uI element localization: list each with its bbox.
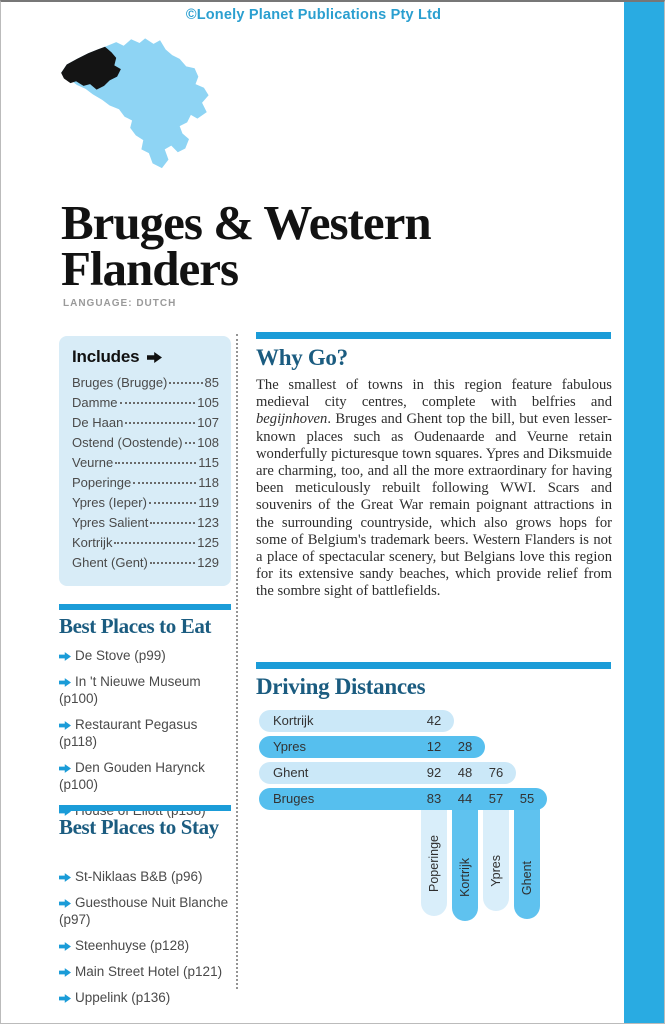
column-divider [236,334,238,989]
language-label: LANGUAGE: DUTCH [63,298,177,309]
place-name: Steenhuyse (p128) [75,938,190,953]
arrow-bullet-icon [59,674,71,689]
best-eat-heading: Best Places to Eat [59,614,212,638]
place-name: Ypres Salient [72,515,149,530]
includes-item [72,533,219,553]
distance-value: 44 [457,791,473,806]
dot-leader [115,462,196,464]
arrow-bullet-icon [59,964,71,979]
place-name: Den Gouden Harynck (p100) [59,760,205,792]
includes-item [72,373,219,393]
place-name: Ypres (Ieper) [72,495,147,510]
column-city-label: Ghent [520,860,534,895]
place-name: Ostend (Oostende) [72,435,183,450]
place-name: Damme [72,395,118,410]
page-number: 123 [197,515,219,530]
best-place-item [59,868,233,885]
best-stay-list [59,868,233,1015]
section-rule [59,805,231,811]
distance-column-bar [452,795,478,921]
dot-leader [150,562,195,564]
includes-item [72,473,219,493]
dot-leader [169,382,202,384]
row-city-label: Ypres [273,739,306,754]
place-name: Guesthouse Nuit Blanche (p97) [59,895,229,927]
belgium-region-map [49,28,217,175]
place-name: Uppelink (p136) [75,990,171,1005]
distance-row-bar [259,736,485,758]
page-number: 119 [198,495,219,510]
distance-column-bar [514,795,540,919]
distance-value: 48 [457,765,473,780]
includes-title: Includes [72,347,219,367]
arrow-bullet-icon [59,990,71,1005]
column-city-label: Kortrijk [458,858,472,897]
arrow-bullet-icon [59,938,71,953]
best-place-item [59,963,233,980]
distance-value: 92 [426,765,442,780]
page-number: 85 [204,375,219,390]
page-edge-band [624,2,664,1024]
page-number: 115 [198,455,219,470]
place-name: Kortrijk [72,535,113,550]
row-city-label: Ghent [273,765,309,780]
place-name: De Haan [72,415,124,430]
place-name: De Stove (p99) [75,648,166,663]
why-go-paragraph: The smallest of towns in this region feature fabulous medieval city centres, complete with belfries and begijnhoven. Bruges and Ghent top the bill, but even lesser-known places such as Oudenaarde and Veurne retain wonderfully picturesque town squares. Ypres and Diksmuide are charming, too, and all the more extraordinary for having been meticulously rebuilt following WWI. Scars and souvenirs of the Great War remain poignant attractions in the surrounding countryside, which also grows hops for some of Belgium's trademark beers. Western Flanders is not a place of spectacular scenery, but Belgians love this region for its extensive sandy beaches, which provide relief from the sombre sight of battlefields. [256,377,612,600]
place-name: Ghent (Gent) [72,555,148,570]
includes-item [72,553,219,573]
dot-leader [185,442,196,444]
arrow-right-icon [144,347,162,366]
place-name: Bruges (Brugge) [72,375,168,390]
includes-item [72,433,219,453]
place-name: In 't Nieuwe Museum (p100) [59,674,201,706]
page-number: 108 [197,435,219,450]
best-place-item [59,759,233,793]
arrow-bullet-icon [59,717,71,732]
distance-value: 83 [426,791,442,806]
italic-term: begijnhoven [256,411,328,428]
driving-distances-heading: Driving Distances [256,674,426,699]
best-place-item [59,716,233,750]
distance-value: 28 [457,739,473,754]
includes-item [72,453,219,473]
copyright-notice: ©Lonely Planet Publications Pty Ltd [185,7,442,23]
distance-value: 12 [426,739,442,754]
dot-leader [149,502,196,504]
page-number: 129 [197,555,219,570]
row-city-label: Kortrijk [273,713,314,728]
includes-item [72,513,219,533]
best-place-item [59,673,233,707]
arrow-bullet-icon [59,869,71,884]
column-city-label: Ypres [489,855,503,887]
section-rule [59,604,231,610]
place-name: Poperinge [72,475,132,490]
row-city-label: Bruges [273,791,315,806]
section-rule [256,662,611,669]
distance-value: 57 [488,791,504,806]
why-go-heading: Why Go? [256,345,348,370]
best-place-item [59,894,233,928]
best-place-item [59,937,233,954]
section-rule [256,332,611,339]
includes-item [72,493,219,513]
best-stay-heading: Best Places to Stay [59,815,219,839]
distance-row-bar [259,788,547,810]
distance-row-bar [259,710,454,732]
includes-panel [59,336,231,586]
page-number: 107 [197,415,219,430]
place-name: St-Niklaas B&B (p96) [75,869,203,884]
dot-leader [114,542,195,544]
dot-leader [120,402,196,404]
includes-item [72,393,219,413]
dot-leader [133,482,196,484]
best-eat-list [59,647,233,828]
arrow-bullet-icon [59,760,71,775]
distance-value: 76 [488,765,504,780]
best-place-item [59,989,233,1006]
place-name: Veurne [72,455,114,470]
dot-leader [125,422,195,424]
driving-distances-chart [259,710,559,925]
place-name: Main Street Hotel (p121) [75,964,223,979]
dot-leader [150,522,195,524]
includes-item [72,413,219,433]
distance-column-bar [483,795,509,911]
distance-value: 55 [519,791,535,806]
arrow-bullet-icon [59,648,71,663]
place-name: Restaurant Pegasus (p118) [59,717,198,749]
page-number: 118 [198,475,219,490]
page-number: 125 [197,535,219,550]
includes-list [72,373,219,573]
column-city-label: Poperinge [427,835,441,892]
page-title: Bruges & Western Flanders [61,195,431,296]
distance-column-bar [421,795,447,916]
page-number: 105 [197,395,219,410]
distance-row-bar [259,762,516,784]
distance-value: 42 [426,713,442,728]
arrow-bullet-icon [59,895,71,910]
best-place-item [59,647,233,664]
